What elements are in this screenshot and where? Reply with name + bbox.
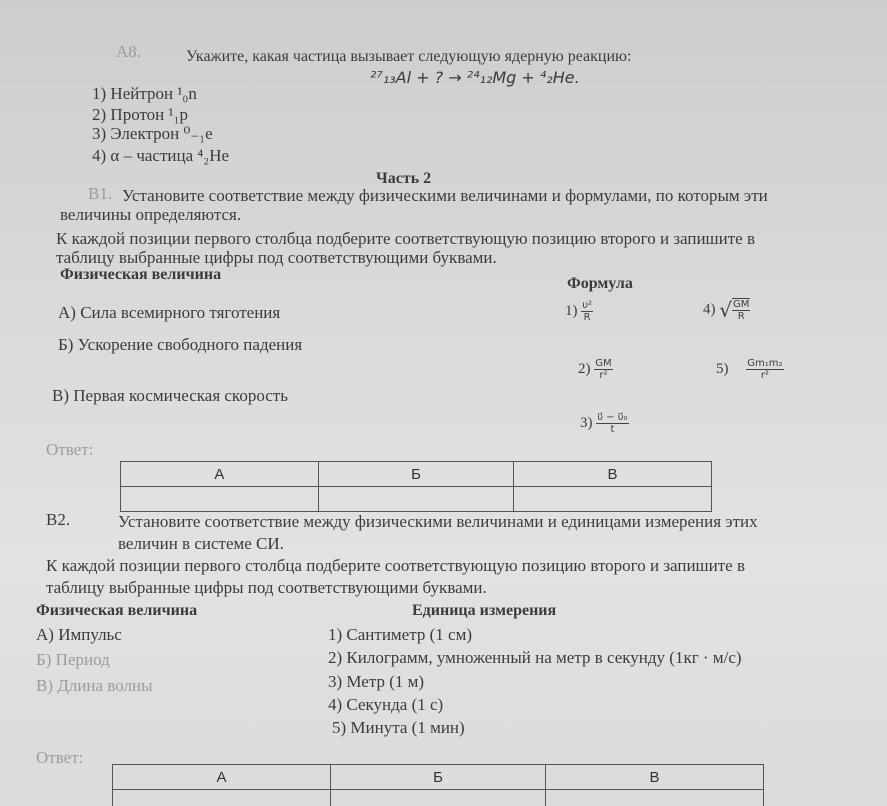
b1-answer-cell-a[interactable] <box>121 487 319 512</box>
a8-question: Укажите, какая частица вызывает следующую ядерную реакцию: <box>186 48 632 65</box>
b2-answer-cell-b[interactable] <box>330 790 545 806</box>
b2-line-4: таблицу выбранные цифры под соответствующими буквами. <box>46 578 487 597</box>
part-2-heading: Часть 2 <box>376 170 432 187</box>
b1-col2-heading: Формула <box>567 275 633 292</box>
b2-answer-table <box>112 764 764 806</box>
a8-option-4: 4) α – частица ⁴₂He <box>92 146 230 165</box>
b2-line-2: величин в системе СИ. <box>118 534 284 553</box>
b1-line-4: таблицу выбранные цифры под соответствующими буквами. <box>56 248 497 267</box>
b2-header-a: А <box>113 765 331 790</box>
b2-unit-2: 2) Килограмм, умноженный на метр в секунду (1кг · м/с) <box>328 648 742 667</box>
a8-option-1: 1) Нейтрон ¹₀n <box>92 84 197 103</box>
b2-answer-label: Ответ: <box>36 748 84 767</box>
b2-line-1: Установите соответствие между физическими величинами и единицами измерения этих <box>118 512 758 531</box>
b1-line-1: Установите соответствие между физическими величинами и формулами, по которым эти <box>122 186 768 205</box>
b1-line-3: К каждой позиции первого столбца подберите соответствующую позицию второго и запишите в <box>56 229 755 248</box>
a8-number: А8. <box>116 42 142 61</box>
b1-answer-table <box>120 461 712 512</box>
formula-1: 1) $\frac{\text{υ²}}{R}$ <box>565 300 593 323</box>
b2-header-v: В <box>546 765 764 790</box>
b2-item-v: В) Длина волны <box>36 676 153 695</box>
b2-unit-3: 3) Метр (1 м) <box>328 672 425 691</box>
b2-unit-4: 4) Секунда (1 с) <box>328 695 444 714</box>
a8-option-2: 2) Протон ¹₁p <box>92 105 189 124</box>
b1-item-a: А) Сила всемирного тяготения <box>58 303 281 322</box>
b2-number: В2. <box>46 510 71 529</box>
b1-answer-label: Ответ: <box>46 440 94 459</box>
b1-answer-cell-v[interactable] <box>514 487 712 512</box>
formula-5: 5) $\frac{\text{Gm₁m₂}}{\text{r²}}$ <box>716 358 783 381</box>
b2-unit-5: 5) Минута (1 мин) <box>332 718 465 737</box>
formula-2: 2) $\frac{GM}{\text{r²}}$ <box>578 358 612 381</box>
b1-line-2: величины определяются. <box>60 205 242 224</box>
b1-header-v: В <box>514 462 712 487</box>
a8-reaction: ²⁷₁₃Al + ? → ²⁴₁₂Mg + ⁴₂He. <box>370 68 580 87</box>
b1-col1-heading: Физическая величина <box>60 266 222 283</box>
b1-header-a: А <box>121 462 319 487</box>
b2-answer-cell-v[interactable] <box>546 790 764 806</box>
a8-option-3: 3) Электрон ⁰₋₁e <box>92 124 213 143</box>
b2-col2-heading: Единица измерения <box>412 602 557 619</box>
formula-3: 3) $\frac{\text{υ⃗ − υ⃗₀}}{t}$ <box>580 412 628 435</box>
b1-number: В1. <box>88 184 113 203</box>
b2-header-b: Б <box>330 765 545 790</box>
b1-item-v: В) Первая космическая скорость <box>52 386 288 405</box>
b2-line-3: К каждой позиции первого столбца подберите соответствующую позицию второго и запишите в <box>46 556 745 575</box>
b2-answer-cell-a[interactable] <box>113 790 331 806</box>
b2-item-a: А) Импульс <box>36 625 122 644</box>
b2-item-b: Б) Период <box>36 650 110 669</box>
b1-item-b: Б) Ускорение свободного падения <box>58 335 303 354</box>
b1-answer-cell-b[interactable] <box>318 487 513 512</box>
b2-unit-1: 1) Сантиметр (1 см) <box>328 625 472 644</box>
b2-col1-heading: Физическая величина <box>36 602 198 619</box>
b1-header-b: Б <box>318 462 513 487</box>
formula-4: 4) √ $\frac{GM}{R}$ <box>703 298 750 322</box>
